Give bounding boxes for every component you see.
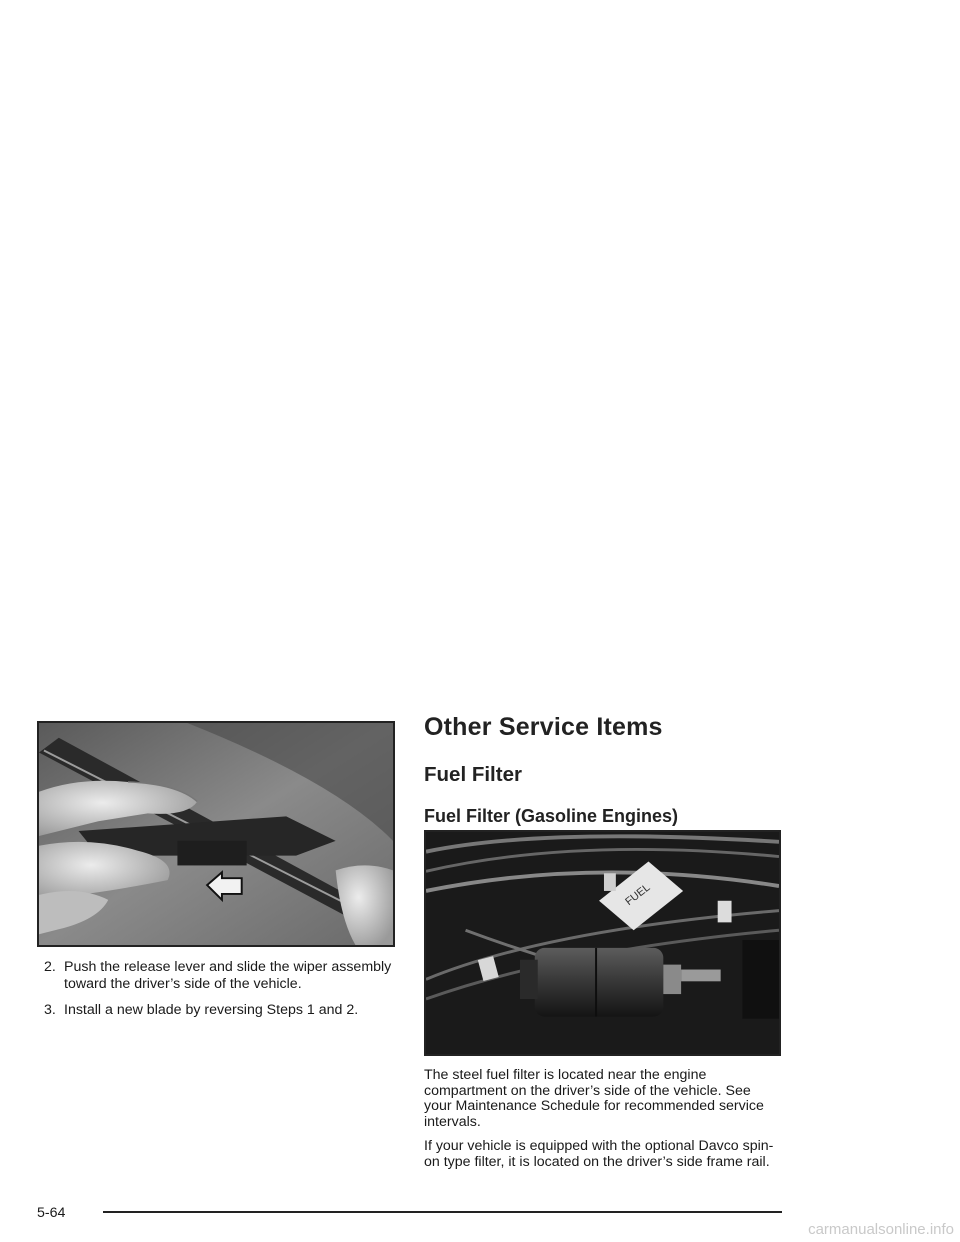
subsection-heading: Fuel Filter <box>424 763 522 786</box>
wiper-steps-list <box>44 959 400 1028</box>
step-number: 3. <box>44 1002 56 1018</box>
list-item <box>44 959 400 993</box>
fuel-filter-photo <box>424 830 781 1056</box>
step-number: 2. <box>44 959 56 975</box>
footer-divider <box>103 1211 782 1213</box>
paragraph: The steel fuel filter is located near the engine compartment on the driver’s side of the vehicle. See your Maintenance Schedule for recommended service intervals. <box>424 1067 764 1130</box>
watermark: carmanualsonline.info <box>808 1221 954 1238</box>
step-text: Install a new blade by reversing Steps 1 and 2. <box>64 1002 359 1018</box>
page-number: 5-64 <box>37 1205 66 1221</box>
subsubsection-heading: Fuel Filter (Gasoline Engines) <box>424 806 679 826</box>
fuel-tag-text: FUEL <box>623 881 653 909</box>
wiper-blade-photo <box>37 721 395 947</box>
list-item <box>44 1002 400 1019</box>
step-text: Push the release lever and slide the wiper assembly toward the driver’s side of the vehicle. <box>64 959 392 992</box>
paragraph: If your vehicle is equipped with the optional Davco spin-on type filter, it is located on the driver’s side frame rail. <box>424 1138 774 1170</box>
section-heading: Other Service Items <box>424 713 663 741</box>
fuel-filter-text <box>424 1068 782 1179</box>
